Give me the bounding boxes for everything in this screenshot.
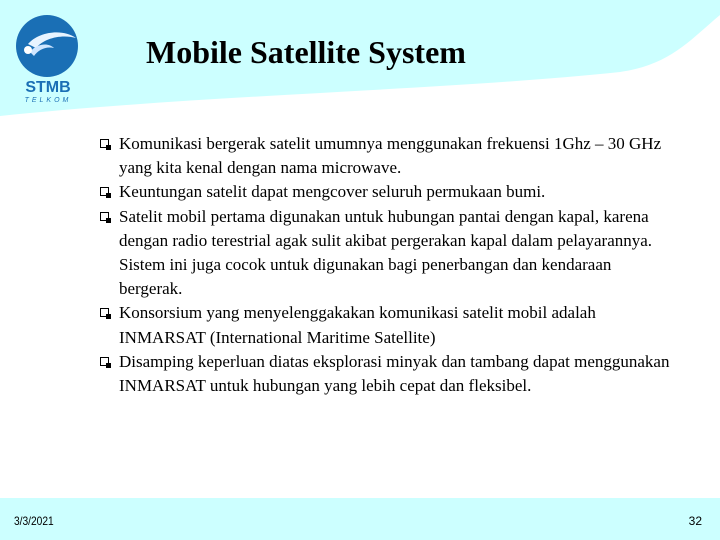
bullet-text: Keuntungan satelit dapat mengcover seluruh permukaan bumi. bbox=[119, 182, 546, 202]
bullet-text: Disamping keperluan diatas eksplorasi minyak dan tambang dapat menggunakan INMARSAT untuk hubungan yang lebih cepat dan fleksibel. bbox=[119, 351, 670, 396]
slide-title: Mobile Satellite System bbox=[146, 34, 466, 70]
checkbox-bullet-icon bbox=[100, 308, 109, 317]
bullet-item bbox=[100, 180, 670, 204]
svg-text:STMB: STMB bbox=[25, 79, 71, 96]
slide-date: 3/3/2021 bbox=[14, 514, 54, 528]
bullet-item bbox=[100, 205, 670, 302]
bullet-item bbox=[100, 301, 670, 349]
bullet-list bbox=[100, 132, 670, 398]
bullet-item bbox=[100, 350, 670, 398]
checkbox-bullet-icon bbox=[100, 139, 109, 148]
checkbox-bullet-icon bbox=[100, 357, 109, 366]
checkbox-bullet-icon bbox=[100, 212, 109, 221]
bullet-text: Satelit mobil pertama digunakan untuk hubungan pantai dengan kapal, karena dengan radio terestrial agak sulit akibat pergerakan kapal dalam pelayarannya. Sistem ini juga cocok untuk digunakan bagi penerbangan dan kendaraan bergerak. bbox=[119, 206, 653, 299]
bullet-item bbox=[100, 132, 670, 180]
footer-band bbox=[0, 498, 720, 540]
checkbox-bullet-icon bbox=[100, 187, 109, 196]
svg-text:TELKOM: TELKOM bbox=[24, 97, 72, 104]
bullet-text: Komunikasi bergerak satelit umumnya menggunakan frekuensi 1Ghz – 30 GHz yang kita kenal dengan nama microwave. bbox=[119, 134, 662, 178]
stmb-logo bbox=[14, 14, 82, 104]
slide-number: 32 bbox=[688, 514, 702, 528]
bullet-text: Konsorsium yang menyelenggakakan komunikasi satelit mobil adalah INMARSAT (International Maritime Satellite) bbox=[119, 303, 596, 347]
